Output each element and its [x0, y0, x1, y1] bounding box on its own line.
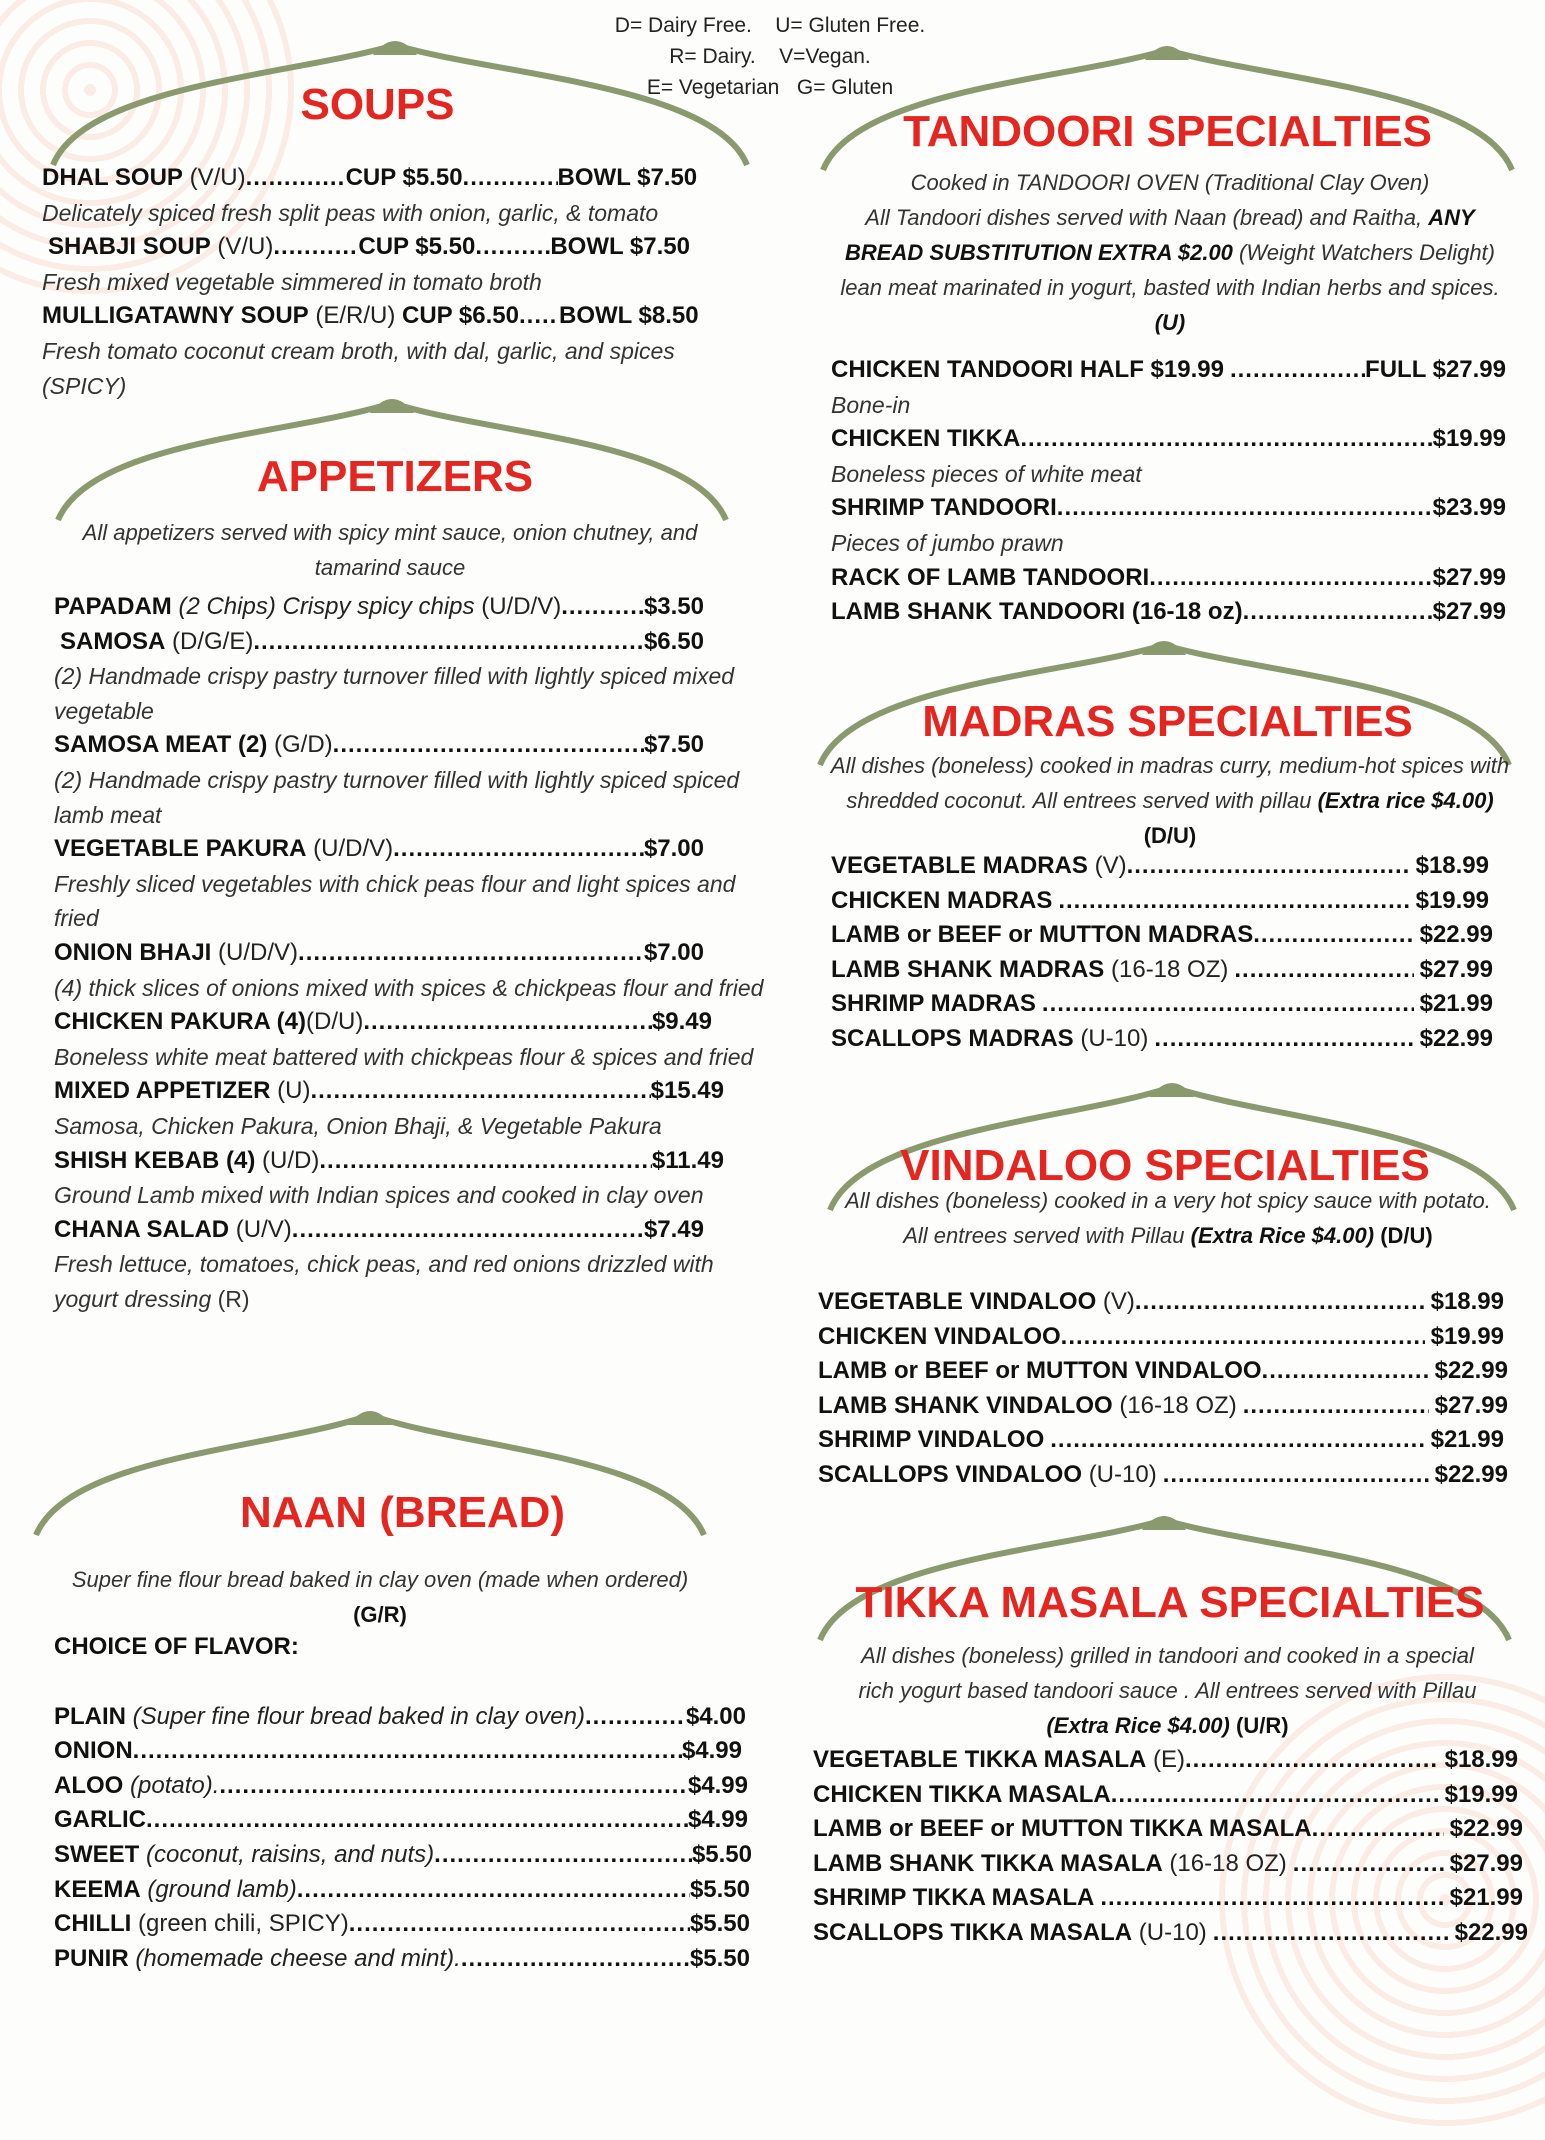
item-name: ONION BHAJI	[54, 938, 212, 966]
naan-list	[54, 1630, 754, 1976]
item-tags: (V)	[1094, 852, 1127, 879]
item-price: $21.99	[1430, 1426, 1504, 1454]
item-note: (coconut, raisins, and nuts)	[146, 1840, 435, 1868]
item-bowl-price: BOWL $7.50	[550, 233, 690, 261]
item-tags: (V)	[1102, 1288, 1135, 1315]
section-title-madras: MADRAS SPECIALTIES	[922, 697, 1413, 746]
soups-list	[42, 161, 742, 403]
item-price: $27.99	[1432, 563, 1506, 591]
menu-item-dhal-soup	[42, 161, 742, 196]
naan-intro-text: Super fine flour bread baked in clay oven (made when ordered)	[71, 1567, 689, 1592]
naan-intro	[70, 1562, 690, 1632]
item-name: SHRIMP TIKKA MASALA	[813, 1884, 1095, 1912]
item-tags: (V/U)	[217, 233, 274, 261]
appetizers-list	[54, 590, 779, 1316]
menu-item-chana-salad	[54, 1213, 704, 1248]
item-price: $27.99	[1432, 598, 1506, 626]
madras-intro-tag: (D/U)	[1143, 823, 1197, 848]
item-bowl-price: BOWL $7.50	[557, 164, 698, 191]
item-price: $3.50	[643, 593, 704, 620]
item-name: SHRIMP MADRAS	[831, 990, 1036, 1018]
item-tags: (16-18 OZ)	[1119, 1391, 1237, 1419]
item-name: SAMOSA MEAT (2)	[54, 731, 268, 759]
item-price: $19.99	[1415, 886, 1489, 914]
menu-item-shrimp-tandoori	[831, 491, 1506, 526]
item-name: CHICKEN TIKKA	[831, 425, 1021, 453]
item-price: $7.50	[643, 731, 704, 759]
item-name: SHABJI SOUP	[48, 233, 211, 261]
item-name: SAMOSA	[60, 627, 166, 655]
menu-item-samosa	[54, 625, 704, 660]
menu-item-scallops-tikka-masala	[813, 1916, 1528, 1951]
item-name: SCALLOPS MADRAS	[831, 1024, 1074, 1052]
tikka-intro-tag: (U/R)	[1236, 1713, 1289, 1738]
menu-item-mixed-appetizer	[54, 1074, 724, 1109]
vindaloo-intro-bold: (Extra Rice $4.00)	[1190, 1223, 1375, 1248]
madras-intro-bold: (Extra rice $4.00)	[1317, 788, 1494, 813]
menu-item-naan-chilli	[54, 1907, 750, 1942]
item-description: (2) Handmade crispy pastry turnover filled with lightly spiced spiced lamb meat	[54, 766, 740, 828]
section-title-soups: SOUPS	[300, 80, 455, 129]
menu-item-lamb-beef-mutton-madras	[831, 918, 1493, 953]
item-tags: (U-10)	[1088, 1460, 1157, 1488]
item-tags: (D/U)	[306, 1008, 364, 1036]
tandoori-intro-paragraph	[825, 200, 1515, 340]
section-title-appetizers: APPETIZERS	[256, 452, 534, 501]
item-note: (potato).	[130, 1771, 220, 1799]
menu-item-lamb-shank-vindaloo	[818, 1389, 1508, 1424]
item-name: VEGETABLE PAKURA	[54, 835, 307, 863]
item-name: GARLIC	[54, 1806, 146, 1834]
item-price: $7.00	[643, 938, 704, 966]
item-price: $21.99	[1419, 990, 1493, 1018]
item-price: $21.99	[1449, 1884, 1523, 1912]
item-note: (Super fine flour bread baked in clay oven)	[132, 1702, 585, 1730]
item-price: $4.99	[681, 1737, 742, 1765]
item-description: Boneless white meat battered with chickpeas flour & spices and fried	[54, 1043, 754, 1070]
section-title-tikka-masala: TIKKA MASALA SPECIALTIES	[855, 1578, 1485, 1627]
item-name: MULLIGATAWNY SOUP	[42, 302, 309, 330]
menu-item-lamb-beef-mutton-vindaloo	[818, 1354, 1508, 1389]
item-price: $19.99	[1432, 425, 1506, 453]
item-name: RACK OF LAMB TANDOORI	[831, 563, 1150, 591]
appetizers-intro: All appetizers served with spicy mint sauce, onion chutney, and tamarind sauce	[82, 520, 698, 580]
item-price: $22.99	[1454, 1918, 1528, 1946]
tikka-intro-bold: (Extra Rice $4.00)	[1046, 1713, 1230, 1738]
item-name: LAMB or BEEF or MUTTON MADRAS	[831, 921, 1254, 949]
item-note: (ground lamb)	[147, 1875, 297, 1903]
item-name: SHRIMP TANDOORI	[831, 494, 1057, 522]
menu-item-chicken-tikka-masala	[813, 1778, 1518, 1813]
legend-line: E= Vegetarian G= Gluten	[646, 76, 894, 99]
item-description-text: Fresh lettuce, tomatoes, chick peas, and red onions drizzled with yogurt dressing	[54, 1251, 714, 1312]
tikka-intro-text: All dishes (boneless) grilled in tandoori and cooked in a special rich yogurt based tandoori sauce . All entrees served with Pillau	[858, 1643, 1477, 1703]
item-name: CHICKEN TANDOORI HALF $19.99	[831, 356, 1224, 383]
item-description: Freshly sliced vegetables with chick peas flour and light spices and fried	[54, 870, 736, 932]
item-tags: (U/D)	[262, 1146, 320, 1174]
item-tags: (U/D/V)	[313, 835, 394, 863]
menu-item-mulligatawny-soup	[42, 299, 742, 334]
item-name: LAMB SHANK MADRAS	[831, 955, 1105, 983]
menu-item-chicken-pakura	[54, 1005, 712, 1040]
item-price: $4.00	[685, 1702, 746, 1730]
item-name: CHILLI	[54, 1910, 132, 1938]
item-name: LAMB or BEEF or MUTTON VINDALOO	[818, 1357, 1262, 1385]
item-price: $22.99	[1419, 1024, 1493, 1052]
item-name: KEEMA	[54, 1875, 141, 1903]
tikka-intro	[845, 1638, 1490, 1743]
item-price: $5.50	[689, 1944, 750, 1972]
item-price: $18.99	[1430, 1288, 1504, 1315]
item-price: $27.99	[1434, 1391, 1508, 1419]
item-price: $18.99	[1415, 852, 1489, 879]
tandoori-intro-text: All Tandoori dishes served with Naan (bread) and Raitha,	[865, 205, 1423, 230]
item-price: $6.50	[643, 627, 704, 655]
menu-item-samosa-meat	[54, 728, 704, 763]
item-tags: (D/G/E)	[172, 627, 254, 655]
item-price: $19.99	[1444, 1780, 1518, 1808]
item-description: Pieces of jumbo prawn	[831, 529, 1064, 556]
tandoori-intro-tag: (U)	[1154, 310, 1186, 335]
item-tags: (U/D/V)	[218, 938, 299, 966]
menu-item-naan-onion	[54, 1734, 742, 1769]
menu-item-naan-punir	[54, 1942, 750, 1977]
menu-item-chicken-vindaloo	[818, 1320, 1504, 1355]
legend-line: R= Dairy. V=Vegan.	[669, 45, 871, 68]
item-description: Ground Lamb mixed with Indian spices and cooked in clay oven	[54, 1182, 704, 1209]
item-price: $7.49	[643, 1215, 704, 1243]
item-price: $9.49	[651, 1008, 712, 1036]
item-price: $19.99	[1430, 1322, 1504, 1350]
menu-item-chicken-madras	[831, 884, 1489, 919]
item-tags: (U-10)	[1138, 1918, 1207, 1946]
item-tags: (G/D)	[274, 731, 333, 759]
item-note: (2 Chips) Crispy spicy chips	[178, 593, 475, 620]
menu-item-naan-sweet	[54, 1838, 752, 1873]
item-price: $7.00	[643, 835, 704, 863]
item-name: LAMB or BEEF or MUTTON TIKKA MASALA	[813, 1815, 1312, 1843]
item-price: $15.49	[650, 1077, 724, 1105]
item-name: MIXED APPETIZER	[54, 1077, 271, 1105]
item-price: $27.99	[1449, 1849, 1523, 1877]
tandoori-intro-text: (Weight Watchers Delight) lean meat marinated in yogurt, basted with Indian herbs and spices.	[840, 240, 1500, 300]
item-name: DHAL SOUP	[42, 164, 183, 191]
item-description: Delicately spiced fresh split peas with onion, garlic, & tomato	[42, 199, 659, 226]
section-title-naan: NAAN (BREAD)	[239, 1488, 566, 1537]
tandoori-intro	[825, 165, 1515, 340]
menu-item-shrimp-tikka-masala	[813, 1881, 1523, 1916]
item-name: PLAIN	[54, 1702, 126, 1730]
item-tags: (16-18 OZ)	[1111, 955, 1229, 983]
menu-item-rack-of-lamb-tandoori	[831, 561, 1506, 596]
vindaloo-intro-tag: (D/U)	[1380, 1223, 1433, 1248]
item-name: LAMB SHANK VINDALOO	[818, 1391, 1113, 1419]
item-tags: (E)	[1153, 1746, 1185, 1773]
item-name: CHICKEN PAKURA (4)	[54, 1008, 306, 1036]
menu-item-lamb-shank-madras	[831, 953, 1493, 988]
item-price: $22.99	[1434, 1357, 1508, 1385]
menu-item-vegetable-vindaloo	[818, 1285, 1504, 1320]
item-tags: (V/U)	[189, 164, 246, 191]
item-price: $5.50	[689, 1875, 750, 1903]
item-cup-price: CUP $5.50	[345, 164, 463, 191]
item-price: $11.49	[651, 1146, 724, 1174]
item-description: (4) thick slices of onions mixed with spices & chickpeas flour and fried	[54, 974, 764, 1001]
item-name: VEGETABLE TIKKA MASALA	[813, 1746, 1147, 1773]
item-description: (2) Handmade crispy pastry turnover filled with lightly spiced mixed vegetable	[54, 663, 735, 724]
menu-item-lamb-shank-tandoori	[831, 595, 1506, 630]
section-title-vindaloo: VINDALOO SPECIALTIES	[900, 1141, 1430, 1190]
menu-item-vegetable-pakura	[54, 832, 704, 867]
item-cup-price: CUP $5.50	[358, 233, 476, 261]
choice-of-flavor-label: CHOICE OF FLAVOR:	[54, 1633, 299, 1660]
item-tags: (16-18 OZ)	[1169, 1849, 1287, 1877]
item-description: Boneless pieces of white meat	[831, 460, 1142, 487]
menu-item-shish-kebab	[54, 1144, 724, 1179]
tandoori-intro-line: Cooked in TANDOORI OVEN (Traditional Clay Oven)	[910, 170, 1430, 195]
item-name: PUNIR	[54, 1944, 129, 1972]
item-description: Fresh mixed vegetable simmered in tomato broth	[42, 268, 542, 295]
menu-item-shabji-soup	[42, 230, 742, 265]
vindaloo-intro-text: All dishes (boneless) cooked in a very hot spicy sauce with potato. All entrees served with Pillau	[845, 1188, 1491, 1248]
menu-item-vegetable-tikka-masala	[813, 1743, 1518, 1778]
item-name: ONION	[54, 1737, 133, 1765]
vindaloo-intro	[838, 1183, 1498, 1253]
item-tags: (U-10)	[1080, 1024, 1149, 1052]
item-name: VEGETABLE MADRAS	[831, 852, 1088, 879]
item-price: $4.99	[687, 1806, 748, 1834]
naan-intro-tag: (G/R)	[353, 1602, 407, 1627]
item-bowl-price: BOWL $8.50	[558, 302, 699, 330]
item-tags: (E/R/U)	[315, 302, 396, 330]
item-name: SHRIMP VINDALOO	[818, 1426, 1045, 1454]
item-price: $4.99	[687, 1771, 748, 1799]
item-name: ALOO	[54, 1771, 124, 1799]
menu-item-naan-plain	[54, 1700, 746, 1735]
item-price: $18.99	[1444, 1746, 1518, 1773]
item-tags: (U)	[277, 1077, 311, 1105]
item-name: SWEET	[54, 1840, 140, 1868]
item-price: $5.50	[691, 1840, 752, 1868]
item-description: Fresh tomato coconut cream broth, with dal, garlic, and spices (SPICY)	[42, 337, 675, 399]
item-name: LAMB SHANK TANDOORI (16-18 oz)	[831, 598, 1243, 626]
menu-item-scallops-madras	[831, 1022, 1493, 1057]
menu-item-shrimp-vindaloo	[818, 1423, 1504, 1458]
legend-line: D= Dairy Free. U= Gluten Free.	[614, 14, 926, 37]
menu-item-naan-garlic	[54, 1803, 748, 1838]
menu-item-naan-keema	[54, 1873, 750, 1908]
item-price: $5.50	[689, 1910, 750, 1938]
item-name: CHICKEN MADRAS	[831, 886, 1053, 914]
menu-item-papadam	[54, 590, 704, 625]
tandoori-intro-bold: ANY BREAD SUBSTITUTION EXTRA $2.00	[845, 205, 1475, 265]
item-tags: (R)	[217, 1285, 250, 1312]
tikka-list	[813, 1743, 1528, 1951]
item-price: $27.99	[1419, 955, 1493, 983]
item-price: $22.99	[1419, 921, 1493, 949]
menu-item-chicken-tikka	[831, 422, 1506, 457]
menu-item-lamb-shank-tikka-masala	[813, 1847, 1523, 1882]
item-description: Samosa, Chicken Pakura, Onion Bhaji, & Vegetable Pakura	[54, 1112, 662, 1139]
item-price: $22.99	[1434, 1460, 1508, 1488]
item-tags: (U/D/V)	[481, 593, 562, 620]
menu-item-naan-aloo	[54, 1769, 748, 1804]
item-name: CHICKEN TIKKA MASALA	[813, 1780, 1111, 1808]
menu-item-onion-bhaji	[54, 936, 704, 971]
menu-item-vegetable-madras	[831, 849, 1489, 884]
madras-list	[831, 849, 1496, 1057]
menu-item-scallops-vindaloo	[818, 1458, 1508, 1493]
item-name: VEGETABLE VINDALOO	[818, 1288, 1097, 1315]
item-name: CHICKEN VINDALOO	[818, 1322, 1061, 1350]
item-tags: (U/V)	[235, 1215, 292, 1243]
item-name: PAPADAM	[54, 593, 172, 620]
item-name: LAMB SHANK TIKKA MASALA	[813, 1849, 1163, 1877]
item-note: (green chili, SPICY)	[138, 1910, 349, 1938]
item-note: (homemade cheese and mint).	[135, 1944, 461, 1972]
vindaloo-list	[818, 1285, 1508, 1493]
item-name: CHANA SALAD	[54, 1215, 230, 1243]
menu-item-lamb-beef-mutton-tikka-masala	[813, 1812, 1523, 1847]
menu-item-shrimp-madras	[831, 987, 1493, 1022]
item-price: $23.99	[1432, 494, 1506, 522]
item-price: $22.99	[1449, 1815, 1523, 1843]
item-name: SCALLOPS TIKKA MASALA	[813, 1918, 1133, 1946]
item-cup-price: CUP $6.50	[402, 302, 519, 330]
madras-intro-text: All dishes (boneless) cooked in madras curry, medium-hot spices with shredded coconut. All entrees served with pillau	[830, 753, 1510, 813]
item-name: SCALLOPS VINDALOO	[818, 1460, 1083, 1488]
section-title-tandoori: TANDOORI SPECIALTIES	[903, 107, 1432, 156]
tandoori-list	[831, 353, 1511, 630]
item-description: Bone-in	[831, 391, 911, 418]
item-description	[54, 1247, 779, 1316]
item-price: FULL $27.99	[1365, 356, 1506, 383]
madras-intro	[830, 748, 1510, 853]
menu-item-chicken-tandoori	[831, 353, 1506, 388]
item-name: SHISH KEBAB (4)	[54, 1146, 256, 1174]
